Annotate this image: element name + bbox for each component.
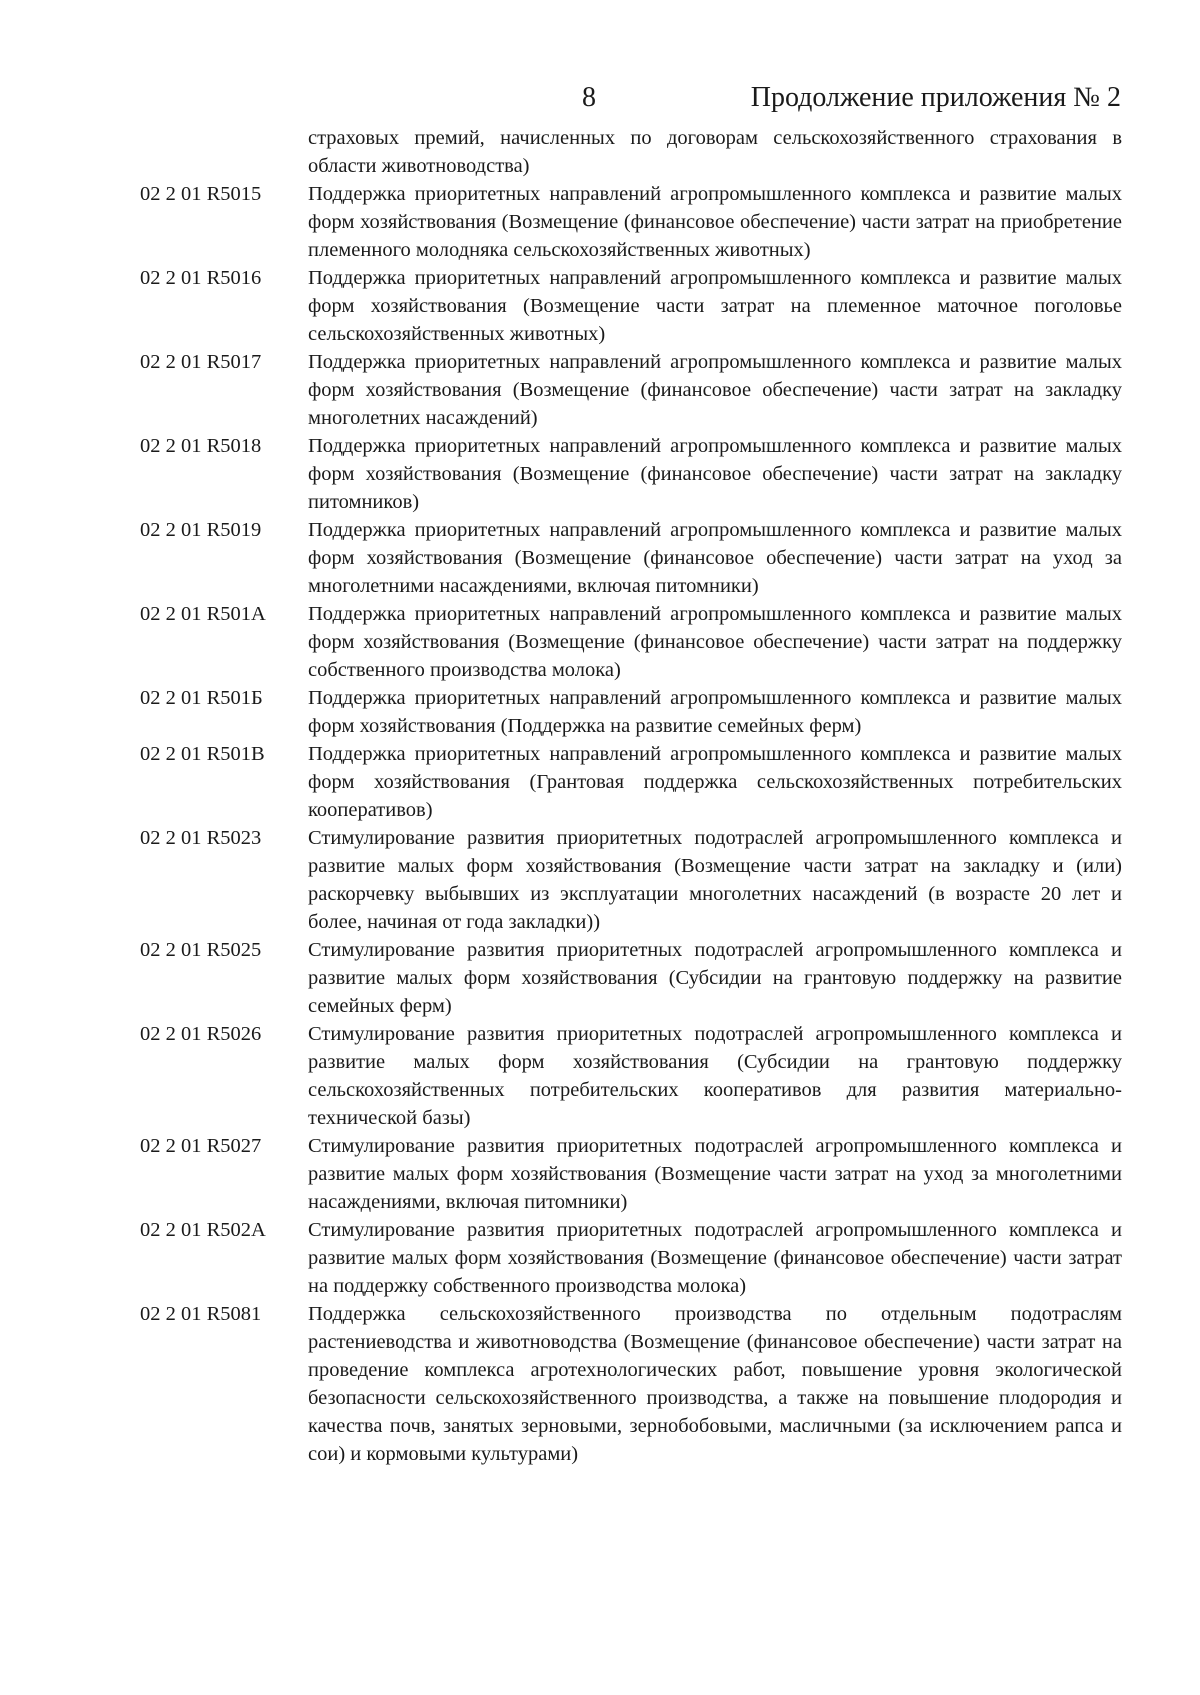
list-item [140,348,1122,432]
list-item [140,824,1122,936]
budget-code: 02 2 01 R5081 [140,1303,262,1325]
budget-code: 02 2 01 R502A [140,1219,266,1241]
page-header [0,78,1200,118]
budget-code: 02 2 01 R5017 [140,351,262,373]
list-item [140,1216,1122,1300]
budget-code: 02 2 01 R5027 [140,1135,262,1157]
entry-description: Стимулирование развития приоритетных подотраслей агропромышленного комплекса и развитие малых форм хозяйствования (Субсидии на грантовую поддержку сельскохозяйственных потребительских кооперативов для развития материально-технической базы) [308,1023,1122,1129]
budget-code: 02 2 01 R5026 [140,1023,262,1045]
entry-description: Поддержка приоритетных направлений агропромышленного комплекса и развитие малых форм хозяйствования (Грантовая поддержка сельскохозяйственных потребительских кооперативов) [308,743,1122,821]
page-number: 8 [582,82,596,113]
list-item [140,600,1122,684]
list-item [140,516,1122,600]
entry-description: Стимулирование развития приоритетных подотраслей агропромышленного комплекса и развитие малых форм хозяйствования (Возмещение (финансовое обеспечение) части затрат на поддержку собственного производства молока) [308,1219,1122,1297]
entry-description: Стимулирование развития приоритетных подотраслей агропромышленного комплекса и развитие малых форм хозяйствования (Возмещение части затрат на уход за многолетними насаждениями, включая питомники) [308,1135,1122,1213]
budget-code: 02 2 01 R501A [140,603,266,625]
budget-code: 02 2 01 R5019 [140,519,262,541]
list-item [140,1132,1122,1216]
budget-code: 02 2 01 R5016 [140,267,262,289]
list-item [140,264,1122,348]
budget-code: 02 2 01 R5018 [140,435,262,457]
entry-description: Поддержка приоритетных направлений агропромышленного комплекса и развитие малых форм хозяйствования (Возмещение (финансовое обеспечение) части затрат на поддержку собственного производства молока) [308,603,1122,681]
continued-entry-text: страховых премий, начисленных по договорам сельскохозяйственного страхования в области животноводства) [308,127,1122,177]
entry-description: Стимулирование развития приоритетных подотраслей агропромышленного комплекса и развитие малых форм хозяйствования (Субсидии на грантовую поддержку на развитие семейных ферм) [308,939,1122,1017]
budget-code: 02 2 01 R5015 [140,183,262,205]
list-item [140,740,1122,824]
budget-code: 02 2 01 R5025 [140,939,262,961]
entry-description: Стимулирование развития приоритетных подотраслей агропромышленного комплекса и развитие малых форм хозяйствования (Возмещение части затрат на закладку и (или) раскорчевку выбывших из эксплуатации многолетних насаждений (в возрасте 20 лет и более, начиная от года закладки)) [308,827,1122,933]
budget-code: 02 2 01 R501В [140,743,265,765]
list-item [140,432,1122,516]
entry-description: Поддержка приоритетных направлений агропромышленного комплекса и развитие малых форм хозяйствования (Возмещение части затрат на племенное маточное поголовье сельскохозяйственных животных) [308,267,1122,345]
entry-description: Поддержка сельскохозяйственного производства по отдельным подотраслям растениеводства и животноводства (Возмещение (финансовое обеспечение) части затрат на проведение комплекса агротехнологических работ, повышение уровня экологической безопасности сельскохозяйственного производства, а также на повышение плодородия и качества почв, занятых зерновыми, зернобобовыми, масличными (за исключением рапса и сои) и кормовыми культурами) [308,1303,1122,1465]
entry-description: Поддержка приоритетных направлений агропромышленного комплекса и развитие малых форм хозяйствования (Поддержка на развитие семейных ферм) [308,687,1122,737]
entry-description: Поддержка приоритетных направлений агропромышленного комплекса и развитие малых форм хозяйствования (Возмещение (финансовое обеспечение) части затрат на закладку питомников) [308,435,1122,513]
continued-entry [140,124,1122,180]
list-item [140,684,1122,740]
budget-code: 02 2 01 R501Б [140,687,263,709]
budget-code-list [140,124,1122,1468]
list-item [140,1300,1122,1468]
list-item [140,936,1122,1020]
appendix-continuation-title: Продолжение приложения № 2 [750,82,1121,113]
entry-description: Поддержка приоритетных направлений агропромышленного комплекса и развитие малых форм хозяйствования (Возмещение (финансовое обеспечение) части затрат на уход за многолетними насаждениями, включая питомники) [308,519,1122,597]
budget-code: 02 2 01 R5023 [140,827,262,849]
entry-description: Поддержка приоритетных направлений агропромышленного комплекса и развитие малых форм хозяйствования (Возмещение (финансовое обеспечение) части затрат на приобретение племенного молодняка сельскохозяйственных животных) [308,183,1122,261]
entry-description: Поддержка приоритетных направлений агропромышленного комплекса и развитие малых форм хозяйствования (Возмещение (финансовое обеспечение) части затрат на закладку многолетних насаждений) [308,351,1122,429]
list-item [140,180,1122,264]
list-item [140,1020,1122,1132]
